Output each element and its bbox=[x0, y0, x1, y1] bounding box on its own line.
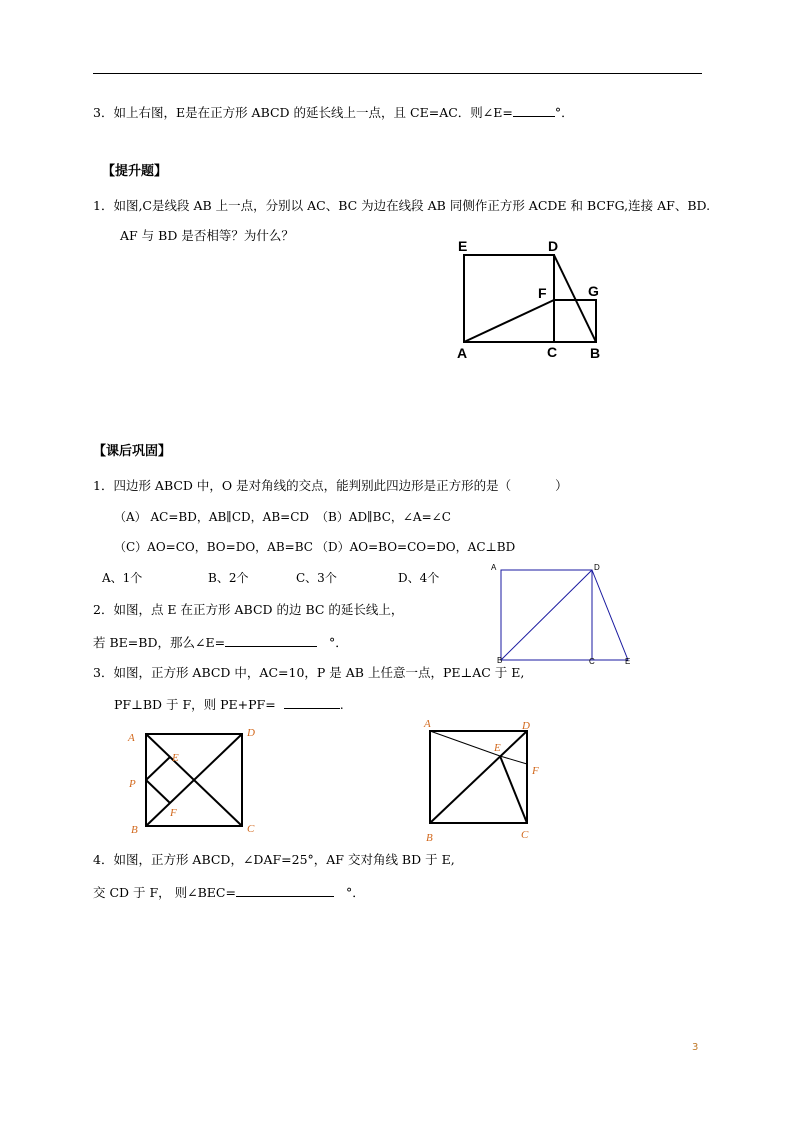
hw-q1-choice-4: D、4个 bbox=[398, 571, 440, 585]
hw-q4-tail: °． bbox=[345, 885, 365, 900]
label-b: B bbox=[131, 824, 138, 836]
hw-q2-line1: 2．如图，点 E 在正方形 ABCD 的边 BC 的延长线上， bbox=[93, 602, 404, 617]
diagonal-bd bbox=[501, 570, 592, 660]
label-e: E bbox=[494, 742, 501, 754]
hw-q3-line1: 3．如图，正方形 ABCD 中，AC=10，P 是 AB 上任意一点，PE⊥AC 于 E, bbox=[93, 665, 525, 680]
hw-q1-stem-text: 1．四边形 ABCD 中，O 是对角线的交点，能判别此四边形是正方形的是（ bbox=[93, 478, 512, 493]
answer-blank[interactable] bbox=[225, 634, 317, 647]
hw-q3-text: PF⊥BD 于 F，则 PE+PF= bbox=[114, 697, 276, 712]
hw-q2-line2 bbox=[93, 634, 348, 651]
hw-q4-line1: 4．如图，正方形 ABCD，∠DAF=25°，AF 交对角线 BD 于 E, bbox=[93, 852, 455, 867]
label-b: B bbox=[590, 345, 601, 361]
label-b: B bbox=[497, 656, 503, 665]
answer-blank[interactable] bbox=[284, 696, 340, 709]
segment-ef bbox=[500, 756, 527, 764]
segment-af bbox=[464, 300, 554, 342]
hw-q4-text: 交 CD 于 F， 则∠BEC= bbox=[93, 885, 236, 900]
label-g: G bbox=[588, 283, 599, 299]
figure-square-daf bbox=[415, 712, 565, 847]
hw-q1-choice-3: C、3个 bbox=[296, 571, 337, 585]
perpendicular-pe bbox=[146, 757, 170, 780]
adv-q1-line2: AF 与 BD 是否相等？为什么？ bbox=[120, 228, 294, 243]
section-heading-homework: 【课后巩固】 bbox=[93, 444, 172, 459]
label-e: E bbox=[625, 657, 631, 666]
square-bcfg bbox=[554, 300, 596, 342]
label-d: D bbox=[522, 720, 530, 732]
label-a: A bbox=[424, 718, 431, 730]
label-c: C bbox=[547, 344, 558, 360]
header-rule bbox=[93, 73, 702, 74]
page-number: 3 bbox=[692, 1042, 699, 1053]
label-c: C bbox=[521, 829, 529, 841]
perpendicular-pf bbox=[146, 780, 170, 803]
hw-q1-stem bbox=[93, 478, 568, 494]
hw-q3-line2 bbox=[114, 696, 344, 713]
label-c: C bbox=[589, 657, 595, 666]
q3-top-tail: °． bbox=[554, 105, 574, 120]
q3-top-question bbox=[93, 104, 574, 121]
hw-q2-tail: °． bbox=[329, 635, 348, 650]
label-b: B bbox=[426, 832, 433, 844]
label-c: C bbox=[247, 823, 255, 835]
figure-squares-acde-bcfg bbox=[450, 232, 620, 364]
label-e: E bbox=[172, 752, 179, 764]
label-d: D bbox=[594, 563, 600, 572]
hw-q1-option-d: （D）AO=BO=CO=DO，AC⊥BD bbox=[316, 540, 516, 554]
label-p: P bbox=[129, 778, 136, 790]
label-a: A bbox=[457, 345, 468, 361]
hw-q4-line2 bbox=[93, 884, 365, 901]
q3-top-text: 3．如上右图，E是在正方形 ABCD 的延长线上一点，且 CE=AC．则∠E= bbox=[93, 105, 513, 120]
adv-q1-line1: 1．如图,C是线段 AB 上一点，分别以 AC、BC 为边在线段 AB 同侧作正方形 ACDE 和 BCFG,连接 AF、BD. bbox=[93, 198, 711, 213]
label-f: F bbox=[170, 807, 177, 819]
figure-square-extension-e bbox=[488, 560, 638, 670]
hw-q1-option-a: （A） AC=BD，AB∥CD，AB=CD bbox=[114, 510, 309, 524]
hw-q1-choice-1: A、1个 bbox=[102, 571, 143, 585]
label-f: F bbox=[532, 765, 539, 777]
label-f: F bbox=[538, 285, 547, 301]
label-a: A bbox=[128, 732, 135, 744]
answer-blank[interactable] bbox=[513, 104, 555, 117]
label-d: D bbox=[548, 238, 559, 254]
section-heading-advance: 【提升题】 bbox=[102, 164, 168, 179]
label-e: E bbox=[458, 238, 468, 254]
hw-q2-text: 若 BE=BD，那么∠E= bbox=[93, 635, 226, 650]
figure-square-pe-pf bbox=[120, 722, 270, 842]
hw-q1-option-c: （C）AO=CO，BO=DO，AB=BC bbox=[114, 540, 313, 554]
segment-ae bbox=[430, 731, 500, 756]
label-a: A bbox=[491, 563, 497, 572]
hw-q1-choice-2: B、2个 bbox=[208, 571, 249, 585]
segment-ec bbox=[500, 756, 527, 823]
label-d: D bbox=[247, 727, 255, 739]
answer-blank[interactable] bbox=[236, 884, 334, 897]
hw-q1-option-b: （B）AD∥BC，∠A=∠C bbox=[316, 510, 451, 524]
hw-q1-stem-close: ） bbox=[555, 478, 568, 493]
diagonal-bd bbox=[430, 731, 527, 823]
segment-de bbox=[592, 570, 628, 660]
hw-q3-tail: . bbox=[339, 697, 344, 712]
